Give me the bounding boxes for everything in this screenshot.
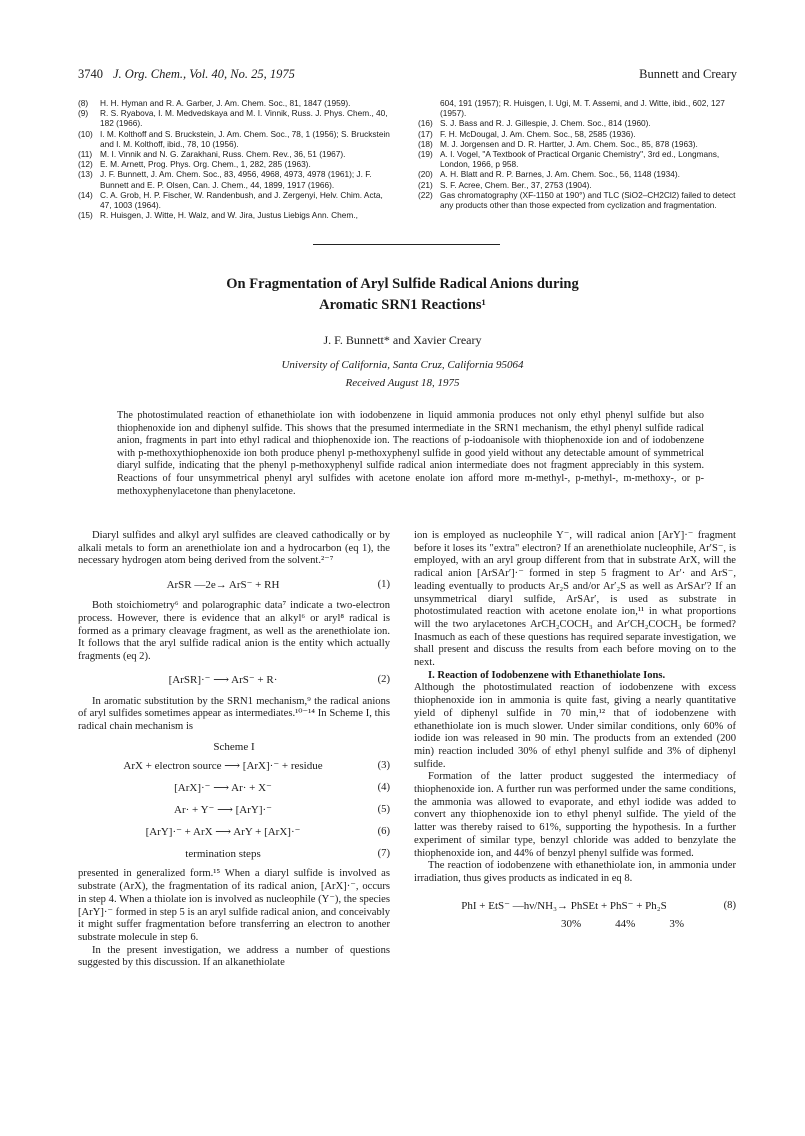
reference-item [418,169,736,179]
reference-item [78,108,396,128]
reference-number: (15) [78,210,93,221]
scheme-step-equation: [ArY]·⁻ + ArX ⟶ ArY + [ArX]·⁻ [145,826,301,839]
reference-number: (20) [418,169,433,180]
equation-1-number: (1) [377,578,390,590]
product-yield: 44% [615,917,636,930]
equation-8-body: PhI + EtS⁻ —hν/NH₃→ PhSEt + PhS⁻ + Ph₂S [461,900,667,913]
reference-number: (9) [78,108,89,119]
left-paragraph-5: In the present investigation, we address a number of questions suggested by this discussion. If an alkanethiolate [78,944,390,969]
reference-item [418,118,736,128]
reference-text: A. I. Vogel, "A Textbook of Practical Organic Chemistry", 3rd ed., Longmans, London, 1966, p 958. [440,149,720,170]
received-date: Received August 18, 1975 [345,377,460,389]
reference-number: (17) [418,128,433,139]
reference-number: (22) [418,189,433,200]
scheme-step-number: (7) [377,848,390,860]
reference-text: M. I. Vinnik and N. G. Zarakhani, Russ. Chem. Rev., 36, 51 (1967). [100,149,346,160]
section-divider [313,244,500,245]
reference-text: I. M. Kolthoff and S. Bruckstein, J. Am. Chem. Soc., 78, 1 (1956); S. Bruckstein and I. M. Kolthoff, ibid., 78, 10 (1956). [100,128,390,149]
reference-text: R. S. Ryabova, I. M. Medvedskaya and M. I. Vinnik, Russ. J. Phys. Chem., 40, 182 (1966). [100,108,388,129]
article-title-line1: On Fragmentation of Aryl Sulfide Radical Anions during [226,276,579,292]
journal-citation: J. Org. Chem., Vol. 40, No. 25, 1975 [113,67,295,81]
reference-number: (16) [418,118,433,129]
product-yield: 30% [560,917,582,930]
equation-2-number: (2) [377,674,390,686]
reference-text: C. A. Grob, H. P. Fischer, W. Randenbush, and J. Zergenyi, Helv. Chim. Acta, 47, 1003 (1964). [100,189,383,211]
scheme-step [78,799,390,821]
reference-text: M. J. Jorgensen and D. R. Hartter, J. Am. Chem. Soc., 85, 878 (1963). [440,138,698,149]
reference-item [78,169,396,189]
references-left [78,98,396,220]
left-paragraph-3: In aromatic substitution by the SRN1 mechanism,⁹ the radical anions of aryl sulfides sometimes appear as intermediates.¹⁰⁻¹⁴ In Scheme I, this radical chain mechanism is [78,695,390,733]
running-authors: Bunnett and Creary [639,67,737,81]
left-paragraph-4: presented in generalized form.¹⁵ When a diaryl sulfide is involved as substrate (ArX), the fragmentation of its radical anion, [ArX]·⁻, occurs in step 4. When a thiolate ion is involved as nucleophile (Y⁻), the species [ArY]·⁻ formed in step 5 is an aryl sulfide radical anion, and conceivably it might suffer fragmentation before transferring an electron to another substrate molecule in step 6. [78,868,390,943]
reference-item [418,129,736,139]
reference-text: E. M. Arnett, Prog. Phys. Org. Chem., 1, 282, 285 (1963). [100,159,311,170]
scheme-title: Scheme I [213,740,255,753]
right-column [414,530,736,930]
reference-item [78,190,396,210]
scheme-step [78,777,390,799]
reference-text: H. H. Hyman and R. A. Garber, J. Am. Chem. Soc., 81, 1847 (1959). [100,98,351,108]
right-paragraph-2: Although the photostimulated reaction of iodobenzene with excess thiophenoxide ion in ammonia is quite fast, giving a nearly quantitative yield of diphenyl sulfide in 70 min,¹² that of iodobenzene with ethanethiolate ion is much slower. Under similar conditions, only 60% of iodide ion was released in 90 min. The products from an extended (200 min) reaction included 30% of ethyl phenyl sulfide and 3% of diphenyl sulfide. [414,682,736,770]
equation-1 [78,574,390,596]
reference-text: A. H. Blatt and R. P. Barnes, J. Am. Chem. Soc., 56, 1148 (1934). [440,169,680,180]
reference-item [78,98,396,108]
abstract: The photostimulated reaction of ethanethiolate ion with iodobenzene in liquid ammonia produces not only ethyl phenyl sulfide but also thiophenoxide ion and diphenyl sulfide. This shows that the presumed intermediate in the SRN1 mechanism, the ethyl phenyl sulfide radical anion, fragments in part into ethyl radical and thiophenoxide ion. The reactions of p-iodoanisole with thiophenoxide ion and of iodobenzene with p-methoxythiophenoxide ion both produce phenyl p-methoxyphenyl sulfide in good yield without any detectable amount of symmetrical diaryl sulfide, indicating that the phenyl p-methoxyphenyl sulfide radical anion intermediate does not fragment appreciably in this system. Reactions of four unsymmetrical phenyl aryl sulfides with acetone enolate ion afford more m-methyl-, p-methyl-, m-methoxy-, or p-methoxyphenylacetone than phenylacetone. [117,410,704,497]
product-yield: 3% [669,917,684,930]
reference-text: Gas chromatography (XF-1150 at 190°) and TLC (SiO2–CH2Cl2) failed to detect any products other than those expected from cyclization and fragmentation. [440,189,736,211]
equation-8-yields [414,918,736,931]
section-heading: I. Reaction of Iodobenzene with Ethanethiolate Ions. [428,669,666,681]
equation-8-number: (8) [723,900,736,912]
reference-number: (11) [78,149,93,160]
scheme-step-equation: ArX + electron source ⟶ [ArX]·⁻ + residue [123,760,323,773]
references-right [418,98,736,210]
reference-item [418,139,736,149]
reference-number [418,98,440,118]
reference-number: (10) [78,128,93,139]
scheme-step [78,821,390,843]
left-paragraph-1: Diaryl sulfides and alkyl aryl sulfides are cleaved cathodically or by alkali metals to form an arenethiolate ion and a hydrocarbon (eq 1), the necessary hydrogen atom being derived from the solvent.²⁻⁷ [78,530,390,567]
scheme-step-number: (3) [377,760,390,772]
reference-item [418,190,736,210]
right-paragraph-4: The reaction of iodobenzene with ethanethiolate ion, in ammonia under irradiation, thus gives products as indicated in eq 8. [414,860,736,884]
scheme-step-number: (5) [377,804,390,816]
authors: J. F. Bunnett* and Xavier Creary [323,333,482,347]
reference-text: R. Huisgen, J. Witte, H. Walz, and W. Jira, Justus Liebigs Ann. Chem., [100,210,358,221]
reference-text: F. H. McDougal, J. Am. Chem. Soc., 58, 2585 (1936). [440,128,636,139]
reference-item [418,149,736,169]
scheme-step [78,843,390,865]
affiliation: University of California, Santa Cruz, California 95064 [281,359,524,371]
reference-number: (19) [418,149,433,160]
equation-1-body: ArSR —2e→ ArS⁻ + RH [166,578,280,591]
equation-2-body: [ArSR]·⁻ ⟶ ArS⁻ + R· [168,674,278,687]
article-title-line2: Aromatic SRN1 Reactions¹ [319,297,486,313]
scheme-step-number: (6) [377,826,390,838]
reference-item [78,129,396,149]
scheme-step-equation: Ar· + Y⁻ ⟶ [ArY]·⁻ [174,804,272,817]
reference-item [418,180,736,190]
scheme-1 [78,755,390,865]
reference-item [78,210,396,220]
scheme-step [78,755,390,777]
reference-item [418,98,736,118]
reference-text: 604, 191 (1957); R. Huisgen, I. Ugi, M. T. Assemi, and J. Witte, ibid., 602, 127 (1957). [440,98,725,119]
reference-item [78,159,396,169]
reference-text: S. J. Bass and R. J. Gillespie, J. Chem. Soc., 814 (1960). [440,118,651,129]
reference-number: (18) [418,138,433,149]
equation-2 [78,670,390,692]
reference-text: S. F. Acree, Chem. Ber., 37, 2753 (1904). [440,179,592,190]
reference-text: J. F. Bunnett, J. Am. Chem. Soc., 83, 4956, 4968, 4973, 4978 (1961); J. F. Bunnett and E. P. Olsen, Can. J. Chem., 44, 1899, 1917 (1966). [100,169,372,190]
scheme-step-equation: [ArX]·⁻ ⟶ Ar· + X⁻ [174,782,272,795]
left-column [78,530,390,970]
right-paragraph-3: Formation of the latter product suggested the intermediacy of thiophenoxide ion. A further run was performed under the same conditions, the ammonia was allowed to evaporate, and ethyl iodide was added to convert any thiophenoxide ion to ethyl phenyl sulfide. The yield of the latter was thereby raised to 61%, supporting the hypothesis. In a further experiment of similar type, benzyl chloride was added to benzylate the thiophenoxide ion, and 44% of benzyl phenyl sulfide was formed. [414,771,736,859]
right-paragraph-1: ion is employed as nucleophile Y⁻, will radical anion [ArY]·⁻ fragment before it loses its "extra" electron? If an arenethiolate nucleophile, Ar′S⁻, is employed, with an aryl group different from that in substrate ArX, will the radical anion [ArSAr′]·⁻ formed in step 5 fragment to Ar′· and ArS⁻, leading eventually to products Ar₂S and/or Ar′₂S as well as ArSAr′? If an unsymmetrical diaryl sulfide, ArSAr′, is used as substrate in photostimulated reaction with acetone enolate ion,¹¹ in what proportions will the two arylacetones ArCH₂COCH₃ and Ar′CH₂COCH₃ be formed? Inasmuch as each of these questions has required separate investigation, we shall present and discuss the results from each before moving on to the next. [414,530,736,669]
reference-number: (12) [78,159,93,170]
reference-number: (14) [78,189,93,200]
reference-number: (13) [78,169,93,180]
left-paragraph-2: Both stoichiometry⁶ and polarographic data⁷ indicate a two-electron process. However, there is evidence that an alkyl⁶ or aryl⁸ radical is formed as a primary cleavage fragment, as well as the arenethiolate ion. It follows that the aryl sulfide radical anion is the entity which actually fragments (eq 2). [78,600,390,662]
scheme-step-equation: termination steps [185,848,261,861]
reference-number: (21) [418,179,433,190]
equation-8 [414,896,736,918]
scheme-step-number: (4) [377,782,390,794]
reference-item [78,149,396,159]
page-number: 3740 [78,67,103,81]
reference-number: (8) [78,98,89,108]
